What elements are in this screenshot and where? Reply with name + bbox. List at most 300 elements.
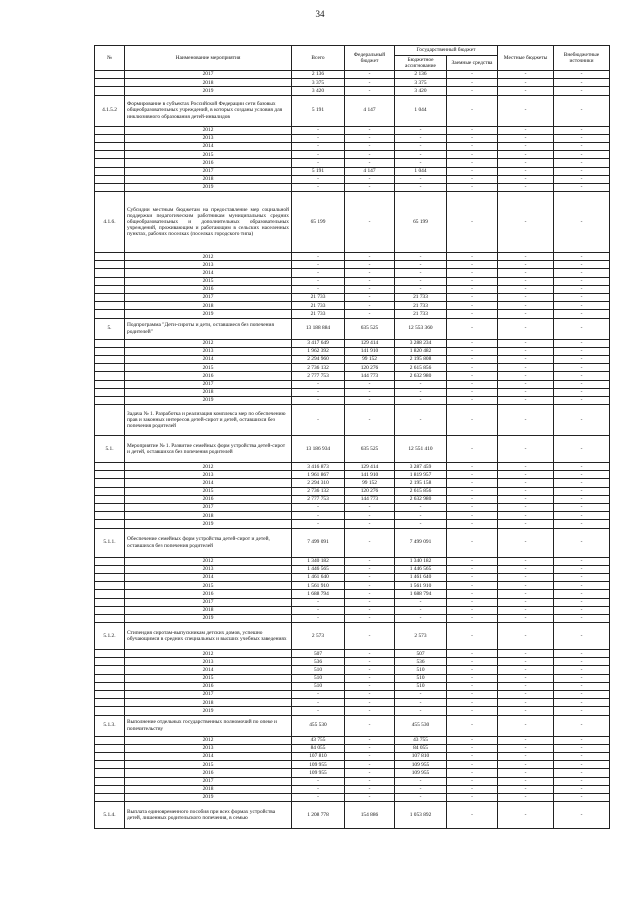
cell-total: 510 (292, 682, 345, 690)
cell-loc: - (498, 557, 554, 565)
cell-ext: - (554, 658, 610, 666)
year-row (95, 269, 610, 277)
cell-total: 1 446 565 (292, 565, 345, 573)
cell-total: 510 (292, 674, 345, 682)
row-number (95, 785, 125, 793)
cell-ext: - (554, 183, 610, 191)
cell-loc: - (498, 151, 554, 159)
cell-loc: - (498, 261, 554, 269)
cell-total: 507 (292, 650, 345, 658)
year-row (95, 151, 610, 159)
cell-loan: - (447, 167, 498, 175)
year-row (95, 277, 610, 285)
header-number: № (95, 46, 125, 71)
cell-total: - (292, 183, 345, 191)
program-funding-table (94, 45, 610, 829)
cell-loc: - (498, 707, 554, 715)
cell-loc: - (498, 565, 554, 573)
year-row (95, 302, 610, 310)
cell-bud: - (395, 388, 447, 396)
row-number (95, 761, 125, 769)
cell-loan: - (447, 183, 498, 191)
cell-loc: - (498, 302, 554, 310)
cell-ext: - (554, 318, 610, 339)
row-number (95, 573, 125, 581)
cell-fed: 99 152 (345, 355, 395, 363)
cell-fed: 120 276 (345, 487, 395, 495)
cell-loan: - (447, 95, 498, 126)
cell-ext: - (554, 802, 610, 829)
year-row (95, 557, 610, 565)
row-year: 2019 (125, 793, 292, 801)
cell-total: 1 688 794 (292, 590, 345, 598)
cell-fed: - (345, 512, 395, 520)
row-number: 5.1.1. (95, 528, 125, 557)
cell-ext: - (554, 674, 610, 682)
cell-bud: - (395, 175, 447, 183)
year-row (95, 364, 610, 372)
cell-loan: - (447, 479, 498, 487)
header-name: Наименование мероприятия (125, 46, 292, 71)
cell-total: 5 191 (292, 167, 345, 175)
cell-fed: - (345, 159, 395, 167)
table-body (95, 71, 610, 829)
year-row (95, 167, 610, 175)
cell-ext: - (554, 565, 610, 573)
cell-bud: - (395, 183, 447, 191)
row-number (95, 294, 125, 302)
cell-fed: - (345, 396, 395, 404)
cell-loan: - (447, 573, 498, 581)
cell-loc: - (498, 495, 554, 503)
row-number (95, 699, 125, 707)
cell-fed: - (345, 192, 395, 253)
cell-loc: - (498, 666, 554, 674)
row-year: 2013 (125, 471, 292, 479)
row-number (95, 777, 125, 785)
item-row (95, 95, 610, 126)
cell-ext: - (554, 285, 610, 293)
cell-ext: - (554, 752, 610, 760)
row-name: Мероприятие № 1. Развитие семейных форм устройства детей-сирот и детей, оставшихся без попечения родителей (125, 436, 292, 463)
cell-total: - (292, 699, 345, 707)
row-number: 5.1.4. (95, 802, 125, 829)
cell-total: 13 186 934 (292, 436, 345, 463)
cell-total: - (292, 285, 345, 293)
item-row (95, 405, 610, 436)
year-row (95, 372, 610, 380)
cell-bud: - (395, 126, 447, 134)
row-year: 2014 (125, 355, 292, 363)
cell-total: 3 375 (292, 79, 345, 87)
cell-total: - (292, 261, 345, 269)
year-row (95, 504, 610, 512)
cell-ext: - (554, 192, 610, 253)
cell-bud: - (395, 151, 447, 159)
row-year: 2017 (125, 598, 292, 606)
cell-loan: - (447, 318, 498, 339)
cell-bud: 2 195 808 (395, 355, 447, 363)
row-name: Выполнение отдельных государственных полномочий по опеке и попечительству (125, 715, 292, 736)
cell-fed: - (345, 253, 395, 261)
year-row (95, 79, 610, 87)
cell-total: - (292, 142, 345, 150)
row-year: 2019 (125, 310, 292, 318)
row-name: Обеспечение семейных форм устройства детей-сирот и детей, оставшихся без попечения родителей (125, 528, 292, 557)
row-year: 2015 (125, 277, 292, 285)
row-number (95, 126, 125, 134)
page-number: 34 (315, 9, 325, 19)
row-number (95, 736, 125, 744)
cell-fed: - (345, 294, 395, 302)
cell-bud: 2 195 158 (395, 479, 447, 487)
cell-bud: 536 (395, 658, 447, 666)
year-row (95, 582, 610, 590)
cell-ext: - (554, 71, 610, 79)
row-number (95, 142, 125, 150)
cell-ext: - (554, 487, 610, 495)
row-number (95, 302, 125, 310)
row-number: 5. (95, 318, 125, 339)
cell-ext: - (554, 573, 610, 581)
item-row (95, 436, 610, 463)
row-year: 2017 (125, 380, 292, 388)
cell-loan: - (447, 487, 498, 495)
cell-ext: - (554, 355, 610, 363)
row-number (95, 175, 125, 183)
row-number (95, 495, 125, 503)
row-year: 2016 (125, 590, 292, 598)
cell-bud: - (395, 134, 447, 142)
cell-ext: - (554, 310, 610, 318)
cell-bud: 2 615 856 (395, 364, 447, 372)
row-year: 2017 (125, 71, 292, 79)
row-number (95, 269, 125, 277)
cell-ext: - (554, 785, 610, 793)
cell-loan: - (447, 142, 498, 150)
year-row (95, 761, 610, 769)
cell-bud: 1 053 892 (395, 802, 447, 829)
row-year: 2014 (125, 573, 292, 581)
cell-loan: - (447, 388, 498, 396)
cell-ext: - (554, 512, 610, 520)
item-row (95, 802, 610, 829)
cell-total: - (292, 159, 345, 167)
cell-fed: - (345, 590, 395, 598)
cell-total: - (292, 504, 345, 512)
cell-bud: - (395, 606, 447, 614)
year-row (95, 261, 610, 269)
cell-ext: - (554, 557, 610, 565)
cell-loan: - (447, 582, 498, 590)
cell-bud: 1 044 (395, 95, 447, 126)
row-number: 5.1.2. (95, 623, 125, 650)
cell-ext: - (554, 126, 610, 134)
header-state: Государственный бюджет (395, 46, 498, 56)
cell-fed: - (345, 715, 395, 736)
cell-ext: - (554, 253, 610, 261)
cell-loan: - (447, 715, 498, 736)
cell-loc: - (498, 95, 554, 126)
cell-total: - (292, 277, 345, 285)
year-row (95, 396, 610, 404)
cell-bud: 2 632 980 (395, 495, 447, 503)
cell-loc: - (498, 528, 554, 557)
cell-loan: - (447, 79, 498, 87)
cell-fed: - (345, 142, 395, 150)
row-year: 2012 (125, 253, 292, 261)
row-number (95, 277, 125, 285)
cell-loc: - (498, 192, 554, 253)
row-number (95, 707, 125, 715)
cell-ext: - (554, 175, 610, 183)
cell-bud: - (395, 512, 447, 520)
row-year: 2012 (125, 126, 292, 134)
year-row (95, 479, 610, 487)
row-year: 2012 (125, 650, 292, 658)
cell-total: 2 136 (292, 71, 345, 79)
cell-total: 455 530 (292, 715, 345, 736)
row-year: 2017 (125, 167, 292, 175)
cell-ext: - (554, 142, 610, 150)
cell-bud: 21 733 (395, 294, 447, 302)
row-number (95, 504, 125, 512)
cell-bud: - (395, 253, 447, 261)
year-row (95, 159, 610, 167)
cell-ext: - (554, 666, 610, 674)
cell-loan: - (447, 785, 498, 793)
row-number (95, 769, 125, 777)
cell-fed: - (345, 405, 395, 436)
cell-loan: - (447, 126, 498, 134)
cell-bud: - (395, 380, 447, 388)
cell-total: - (292, 388, 345, 396)
cell-fed: - (345, 79, 395, 87)
cell-loan: - (447, 285, 498, 293)
cell-loc: - (498, 752, 554, 760)
cell-fed: 129 414 (345, 463, 395, 471)
cell-loc: - (498, 650, 554, 658)
cell-fed: - (345, 623, 395, 650)
cell-fed: 141 910 (345, 347, 395, 355)
cell-bud: - (395, 707, 447, 715)
cell-bud: - (395, 142, 447, 150)
row-year: 2017 (125, 691, 292, 699)
year-row (95, 355, 610, 363)
cell-total: - (292, 512, 345, 520)
cell-loan: - (447, 261, 498, 269)
cell-total: 2 573 (292, 623, 345, 650)
cell-loan: - (447, 436, 498, 463)
cell-fed: - (345, 388, 395, 396)
year-row (95, 520, 610, 528)
cell-loc: - (498, 761, 554, 769)
cell-fed: - (345, 151, 395, 159)
cell-ext: - (554, 691, 610, 699)
cell-ext: - (554, 582, 610, 590)
cell-loc: - (498, 87, 554, 95)
cell-bud: 21 733 (395, 310, 447, 318)
year-row (95, 785, 610, 793)
cell-loan: - (447, 159, 498, 167)
year-row (95, 142, 610, 150)
row-number (95, 590, 125, 598)
year-row (95, 691, 610, 699)
cell-bud: 1 461 640 (395, 573, 447, 581)
cell-loan: - (447, 699, 498, 707)
cell-bud: 2 136 (395, 71, 447, 79)
row-year: 2012 (125, 557, 292, 565)
row-year: 2014 (125, 142, 292, 150)
cell-fed: - (345, 582, 395, 590)
year-row (95, 682, 610, 690)
row-year: 2013 (125, 261, 292, 269)
cell-total: - (292, 126, 345, 134)
cell-bud: 3 375 (395, 79, 447, 87)
cell-ext: - (554, 520, 610, 528)
cell-total: - (292, 151, 345, 159)
header-state-borrowed: Заемные средства (447, 56, 498, 71)
cell-loc: - (498, 590, 554, 598)
year-row (95, 471, 610, 479)
cell-bud: - (395, 777, 447, 785)
cell-loc: - (498, 347, 554, 355)
cell-loc: - (498, 79, 554, 87)
row-year: 2018 (125, 512, 292, 520)
row-number (95, 134, 125, 142)
row-year: 2018 (125, 699, 292, 707)
cell-loc: - (498, 285, 554, 293)
cell-fed: - (345, 744, 395, 752)
row-name: Стипендия сиротам-выпускникам детских домов, успешно обучающимся в средних специальных и высших учебных заведениях (125, 623, 292, 650)
cell-loc: - (498, 769, 554, 777)
cell-loan: - (447, 752, 498, 760)
row-number (95, 167, 125, 175)
row-name: Выплата единовременного пособия при всех формах устройства детей, лишенных родительского попечения, в семью (125, 802, 292, 829)
cell-bud: 1 820 482 (395, 347, 447, 355)
cell-ext: - (554, 396, 610, 404)
cell-loan: - (447, 192, 498, 253)
row-number (95, 372, 125, 380)
row-year: 2019 (125, 707, 292, 715)
cell-ext: - (554, 87, 610, 95)
cell-loan: - (447, 405, 498, 436)
cell-total: 2 736 132 (292, 364, 345, 372)
cell-ext: - (554, 159, 610, 167)
cell-loc: - (498, 487, 554, 495)
row-number (95, 479, 125, 487)
year-row (95, 573, 610, 581)
cell-loan: - (447, 355, 498, 363)
row-number (95, 744, 125, 752)
cell-total: 107 810 (292, 752, 345, 760)
cell-ext: - (554, 715, 610, 736)
cell-loan: - (447, 769, 498, 777)
row-number (95, 347, 125, 355)
cell-bud: 109 955 (395, 769, 447, 777)
cell-fed: - (345, 658, 395, 666)
cell-bud: 2 615 856 (395, 487, 447, 495)
row-year: 2012 (125, 736, 292, 744)
row-year: 2012 (125, 463, 292, 471)
cell-fed: - (345, 565, 395, 573)
cell-total: 1 561 910 (292, 582, 345, 590)
cell-fed: - (345, 699, 395, 707)
row-year: 2013 (125, 744, 292, 752)
cell-fed: 144 773 (345, 495, 395, 503)
cell-bud: 12 551 410 (395, 436, 447, 463)
cell-loc: - (498, 777, 554, 785)
cell-loan: - (447, 650, 498, 658)
year-row (95, 598, 610, 606)
cell-total: 2 736 132 (292, 487, 345, 495)
year-row (95, 606, 610, 614)
row-year: 2019 (125, 520, 292, 528)
cell-loan: - (447, 674, 498, 682)
cell-total: - (292, 691, 345, 699)
row-number (95, 565, 125, 573)
cell-total: - (292, 777, 345, 785)
cell-total: 536 (292, 658, 345, 666)
cell-fed: - (345, 769, 395, 777)
row-year: 2012 (125, 339, 292, 347)
cell-fed: - (345, 87, 395, 95)
cell-total: 21 733 (292, 294, 345, 302)
cell-total: 21 733 (292, 302, 345, 310)
cell-loc: - (498, 744, 554, 752)
row-year: 2013 (125, 134, 292, 142)
cell-loan: - (447, 396, 498, 404)
cell-bud: - (395, 159, 447, 167)
cell-loan: - (447, 606, 498, 614)
item-row (95, 715, 610, 736)
cell-bud: - (395, 269, 447, 277)
cell-bud: - (395, 691, 447, 699)
cell-ext: - (554, 364, 610, 372)
cell-loan: - (447, 528, 498, 557)
cell-loan: - (447, 793, 498, 801)
cell-loc: - (498, 606, 554, 614)
cell-loc: - (498, 479, 554, 487)
header-extra: Внебюджетные источники (554, 46, 610, 71)
row-year: 2018 (125, 606, 292, 614)
row-year: 2016 (125, 682, 292, 690)
cell-loan: - (447, 372, 498, 380)
cell-fed: - (345, 736, 395, 744)
cell-ext: - (554, 388, 610, 396)
cell-ext: - (554, 463, 610, 471)
row-year: 2018 (125, 79, 292, 87)
year-row (95, 736, 610, 744)
cell-ext: - (554, 380, 610, 388)
cell-fed: - (345, 504, 395, 512)
year-row (95, 310, 610, 318)
cell-total: - (292, 598, 345, 606)
cell-fed: - (345, 285, 395, 293)
year-row (95, 294, 610, 302)
cell-bud: 3 420 (395, 87, 447, 95)
row-year: 2018 (125, 388, 292, 396)
row-year: 2014 (125, 752, 292, 760)
row-number (95, 682, 125, 690)
cell-ext: - (554, 95, 610, 126)
cell-loc: - (498, 294, 554, 302)
cell-fed: - (345, 175, 395, 183)
cell-total: 2 777 753 (292, 495, 345, 503)
cell-total: - (292, 269, 345, 277)
cell-loan: - (447, 598, 498, 606)
cell-loc: - (498, 183, 554, 191)
